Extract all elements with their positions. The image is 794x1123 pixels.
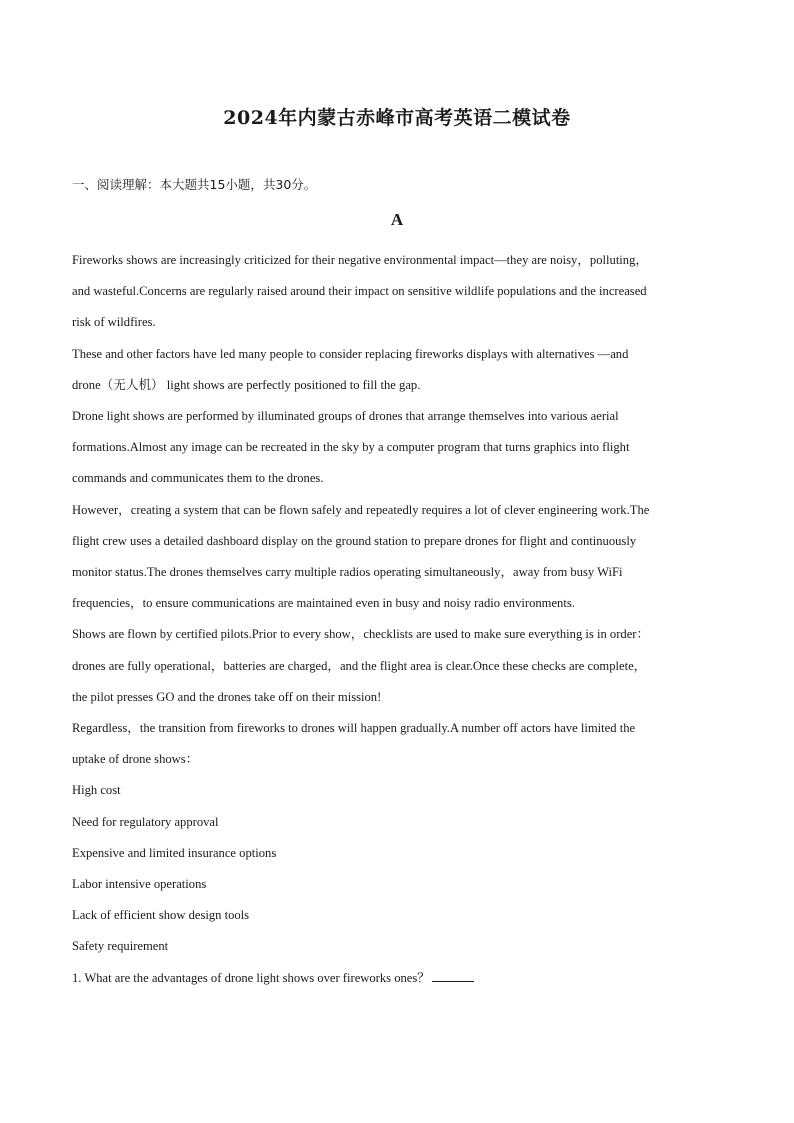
question-1	[72, 963, 722, 994]
text-line: flight crew uses a detailed dashboard display on the ground station to prepare drones for flight and continuously	[72, 533, 637, 548]
paragraph	[72, 339, 722, 401]
text-line: Drone light shows are performed by illuminated groups of drones that arrange themselves into various aerial	[72, 409, 619, 424]
page-title: 2024年内蒙古赤峰市高考英语二模试卷	[223, 107, 571, 129]
text-line: frequencies，to ensure communications are maintained even in busy and noisy radio environments.	[72, 596, 575, 611]
factor-item: Safety requirement	[72, 939, 169, 954]
text-line: Fireworks shows are increasingly criticized for their negative environmental impact—they are noisy，polluting，	[72, 253, 648, 267]
question-text: 1. What are the advantages of drone light shows over fireworks ones？	[72, 970, 430, 985]
passage-body	[72, 245, 722, 994]
text-line: the pilot presses GO and the drones take off on their mission!	[72, 689, 382, 704]
paragraph	[72, 495, 722, 620]
answer-blank[interactable]	[432, 969, 474, 982]
text-line: and wasteful.Concerns are regularly raised around their impact on sensitive wildlife populations and the increased	[72, 284, 647, 299]
text-line: commands and communicates them to the drones.	[72, 471, 324, 486]
factor-item: Lack of efficient show design tools	[72, 908, 250, 923]
text-line: drones are fully operational，batteries are charged，and the flight area is clear.Once these checks are complete，	[72, 658, 647, 673]
text-line: These and other factors have led many people to consider replacing fireworks displays with alternatives —and	[72, 346, 629, 361]
text-line: However，creating a system that can be flown safely and repeatedly requires a lot of clever engineering work.The	[72, 502, 650, 517]
text-line: uptake of drone shows：	[72, 752, 199, 767]
passage-label: A	[390, 210, 404, 229]
text-line: drone（无人机） light shows are perfectly positioned to fill the gap.	[72, 377, 421, 392]
text-line: risk of wildfires.	[72, 315, 156, 330]
text-line: Shows are flown by certified pilots.Prior to every show，checklists are used to make sure everything is in order：	[72, 627, 650, 642]
text-line: formations.Almost any image can be recreated in the sky by a computer program that turns graphics into flight	[72, 440, 630, 455]
text-line: monitor status.The drones themselves carry multiple radios operating simultaneously，away from busy WiFi	[72, 565, 623, 580]
factor-item: Labor intensive operations	[72, 877, 207, 892]
factor-item: Need for regulatory approval	[72, 814, 219, 829]
paragraph	[72, 713, 722, 775]
paragraph	[72, 401, 722, 495]
text-line: Regardless，the transition from fireworks to drones will happen gradually.A number off actors have limited the	[72, 721, 636, 736]
paragraph	[72, 619, 722, 713]
section-heading: 一、阅读理解：本大题共15小题，共30分。	[72, 177, 317, 192]
paragraph	[72, 245, 722, 339]
factor-item: Expensive and limited insurance options	[72, 845, 277, 860]
factor-item: High cost	[72, 783, 121, 798]
